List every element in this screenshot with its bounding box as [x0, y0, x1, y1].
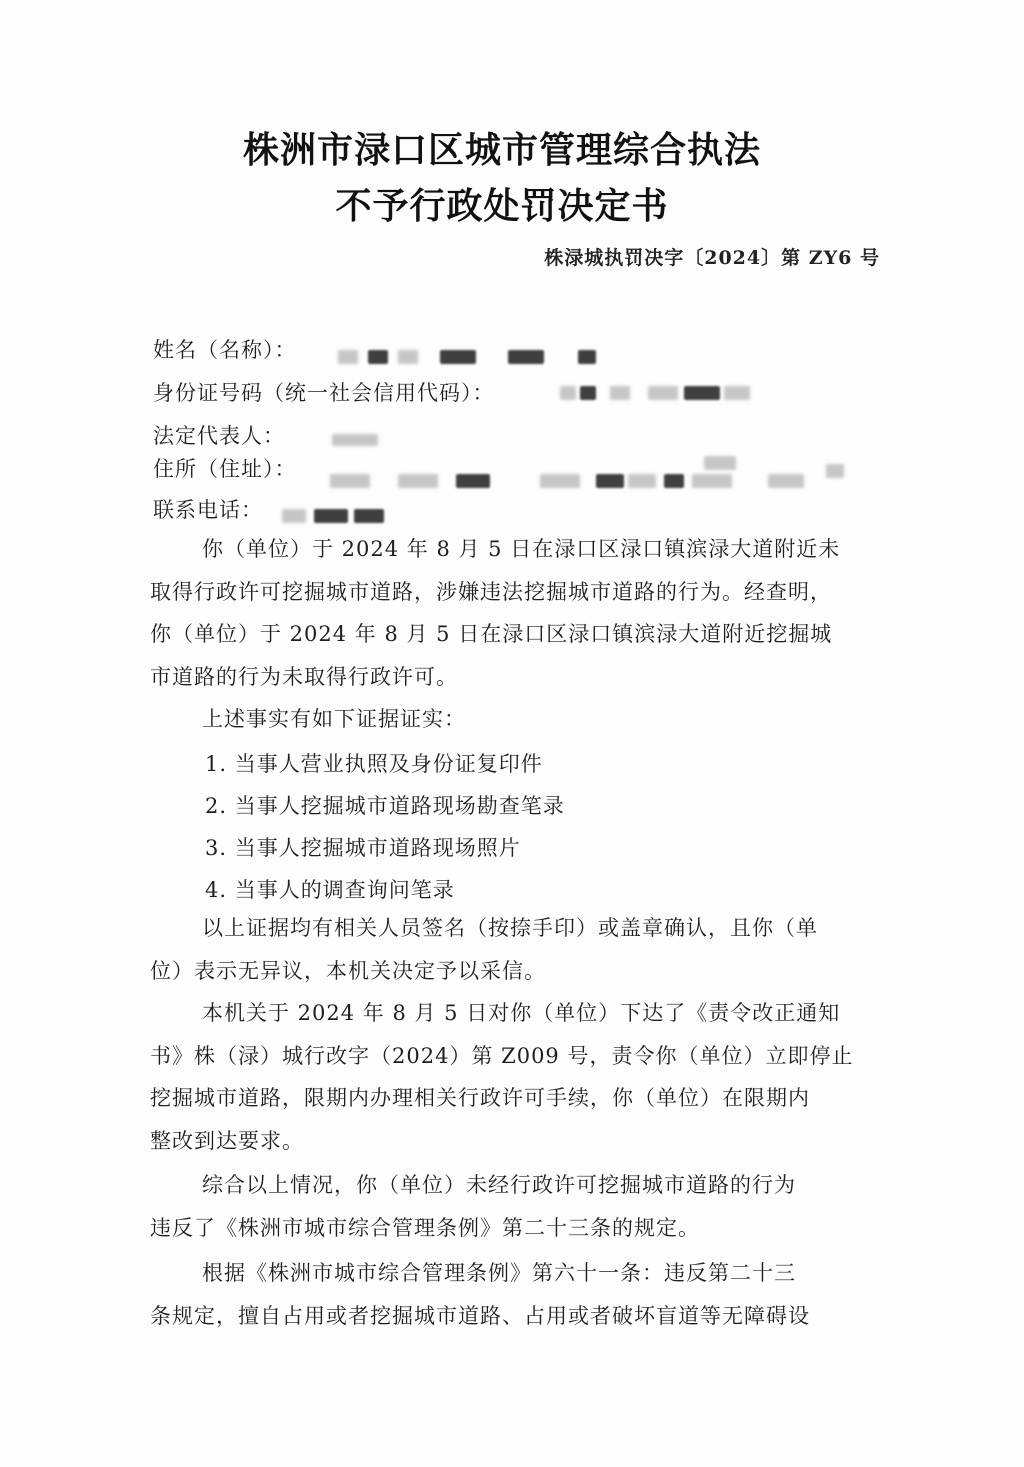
evidence-acceptance-paragraph: [150, 907, 882, 992]
text-line: 违反了《株洲市城市综合管理条例》第二十三条的规定。: [150, 1215, 700, 1240]
text-line: 取得行政许可挖掘城市道路，涉嫌违法挖掘城市道路的行为。经查明，: [150, 579, 832, 604]
document-number: 株渌城执罚决字〔2024〕第 ZY6 号: [544, 247, 880, 269]
text-line: 上述事实有如下证据证实：: [202, 707, 466, 731]
text-line: 根据《株洲市城市综合管理条例》第六十一条：违反第二十三: [202, 1261, 796, 1285]
evidence-item-3: 3. 当事人挖掘城市道路现场照片: [205, 836, 521, 860]
violation-summary-paragraph: [150, 1164, 882, 1249]
text-line: 条规定，擅自占用或者挖掘城市道路、占用或者破坏盲道等无障碍设: [150, 1303, 810, 1328]
text-line: 市道路的行为未取得行政许可。: [150, 664, 458, 689]
address-field-label: 住所（住址）：: [153, 457, 297, 481]
text-line: 以上证据均有相关人员签名（按捺手印）或盖章确认，且你（单: [202, 916, 818, 940]
name-field-label: 姓名（名称）：: [153, 338, 297, 362]
id-number-field-label: 身份证号码（统一社会信用代码）：: [153, 381, 495, 405]
legal-representative-field-label: 法定代表人：: [153, 424, 285, 448]
text-line: 你（单位）于 2024 年 8 月 5 日在渌口区渌口镇滨渌大道附近挖掘城: [150, 622, 833, 646]
correction-notice-paragraph: [150, 992, 882, 1162]
text-line: 你（单位）于 2024 年 8 月 5 日在渌口区渌口镇滨渌大道附近未: [202, 537, 841, 561]
evidence-intro: [150, 698, 882, 741]
text-line: 本机关于 2024 年 8 月 5 日对你（单位）下达了《责令改正通知: [202, 1001, 841, 1025]
text-line: 综合以上情况，你（单位）未经行政许可挖掘城市道路的行为: [202, 1173, 796, 1197]
evidence-item-4: 4. 当事人的调查询问笔录: [205, 878, 455, 902]
text-line: 挖掘城市道路，限期内办理相关行政许可手续，你（单位）在限期内: [150, 1086, 810, 1110]
document-title-line-1: 株洲市渌口区城市管理综合执法: [242, 130, 761, 171]
phone-field-label: 联系电话：: [153, 498, 263, 522]
evidence-item-2: 2. 当事人挖掘城市道路现场勘查笔录: [205, 794, 565, 818]
evidence-item-1: 1. 当事人营业执照及身份证复印件: [205, 752, 543, 776]
text-line: 书》株（渌）城行改字（2024）第 Z009 号，责令你（单位）立即停止: [150, 1043, 854, 1068]
text-line: 位）表示无异议，本机关决定予以采信。: [150, 958, 546, 983]
document-title-line-2: 不予行政处罚决定书: [335, 186, 669, 227]
fact-paragraph: [150, 528, 882, 698]
legal-basis-paragraph: [150, 1252, 882, 1337]
text-line: 整改到达要求。: [150, 1128, 304, 1153]
